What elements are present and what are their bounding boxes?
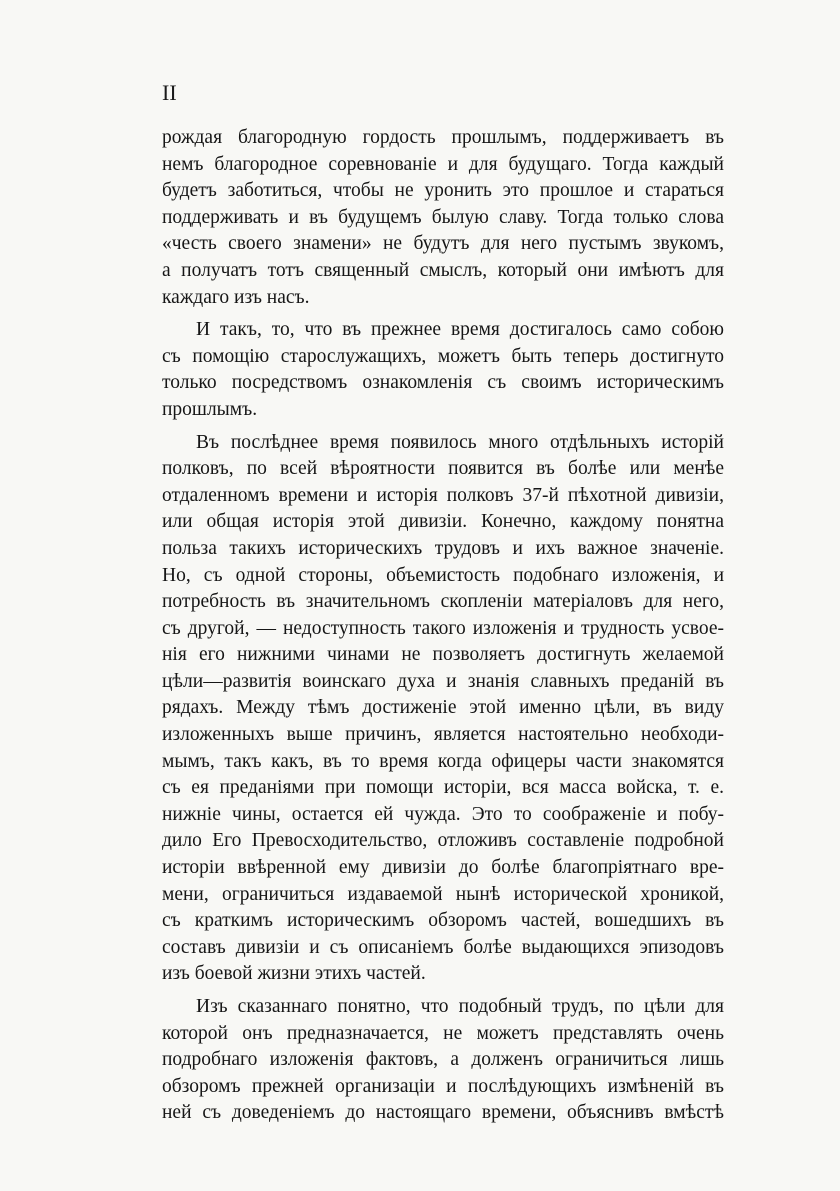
text-line: съ другой, — недоступность такого изложенія и трудность усвое- [162,617,724,639]
text-line: или общая исторія этой дивизіи. Конечно, каждому понятна [162,511,724,533]
text-line: немъ благородное соревнованіе и для будущаго. Тогда каждый [162,153,724,175]
text-line: цѣли—развитія воинскаго духа и знанія славныхъ преданій въ [162,670,724,692]
text-line: поддерживать и въ будущемъ былую славу. Тогда только слова [162,206,724,228]
text-line: съ ея преданіями при помощи исторіи, вся масса войска, т. е. [162,777,724,799]
paragraph-4 [162,994,724,1127]
text-line: ней съ доведеніемъ до настоящаго времени, объяснивъ вмѣстѣ [162,1102,724,1124]
text-line: только посредствомъ ознакомленія съ своимъ историческимъ [162,372,724,394]
text-line: составъ дивизіи и съ описаніемъ болѣе выдающихся эпизодовъ [162,936,724,958]
text-line: рождая благородную гордость прошлымъ, поддерживаетъ въ [162,127,724,148]
text-line: «честь своего знамени» не будутъ для него пустымъ звукомъ, [162,233,724,255]
text-line: изъ боевой жизни этихъ частей. [162,963,426,985]
text-line: польза такихъ историческихъ трудовъ и ихъ важное значеніе. [162,537,724,559]
text-line: прошлымъ. [162,398,258,420]
text-line: съ помощію старослужащихъ, можетъ быть теперь достигнуто [162,345,724,367]
text-line: мени, ограничиться издаваемой нынѣ исторической хроникой, [162,883,724,905]
text-line: нія его нижними чинами не позволяетъ достигнуть желаемой [162,644,724,666]
text-line: каждаго изъ насъ. [162,286,310,308]
text-line: нижніе чины, остается ей чужда. Это то соображеніе и побу- [162,803,724,825]
text-line: будетъ заботиться, чтобы не уронить это прошлое и стараться [162,180,724,202]
text-line: мымъ, такъ какъ, въ то время когда офицеры части знакомятся [162,750,724,772]
paragraph-1 [162,125,724,311]
text-line: а получатъ тотъ священный смыслъ, который они имѣютъ для [162,259,724,281]
text-line: изложенныхъ выше причинъ, является настоятельно необходи- [162,724,724,746]
text-line: обзоромъ прежней организаціи и послѣдующихъ измѣненій въ [162,1075,724,1097]
body-text [162,125,724,1127]
text-line: Изъ сказаннаго понятно, что подобный трудъ, по цѣли для [196,996,724,1017]
text-line: съ краткимъ историческимъ обзоромъ частей, вошедшихъ въ [162,910,724,932]
text-line: которой онъ предназначается, не можетъ представлять очень [162,1022,724,1044]
text-line: рядахъ. Между тѣмъ достиженіе этой именно цѣли, въ виду [162,697,724,719]
text-line: Но, съ одной стороны, объемистость подобнаго изложенія, и [162,564,724,586]
text-line: потребность въ значительномъ скопленіи матеріаловъ для него, [162,591,724,613]
paragraph-3 [162,430,724,988]
text-line: исторіи ввѣренной ему дивизіи до болѣе благопріятнаго вре- [162,857,724,879]
text-line: дило Его Превосходительство, отложивъ составленіе подробной [162,830,724,852]
paragraph-2 [162,317,724,423]
text-line: отдаленномъ времени и исторія полковъ 37-й пѣхотной дивизіи, [162,484,724,506]
page-number: II [162,80,177,105]
text-line: Въ послѣднее время появилось много отдѣльныхъ исторій [196,431,724,453]
text-line: И такъ, то, что въ прежнее время достигалось само собою [196,319,724,341]
text-line: подробнаго изложенія фактовъ, а долженъ ограничиться лишь [162,1049,724,1071]
text-line: полковъ, по всей вѣроятности появится въ болѣе или менѣе [162,458,724,480]
